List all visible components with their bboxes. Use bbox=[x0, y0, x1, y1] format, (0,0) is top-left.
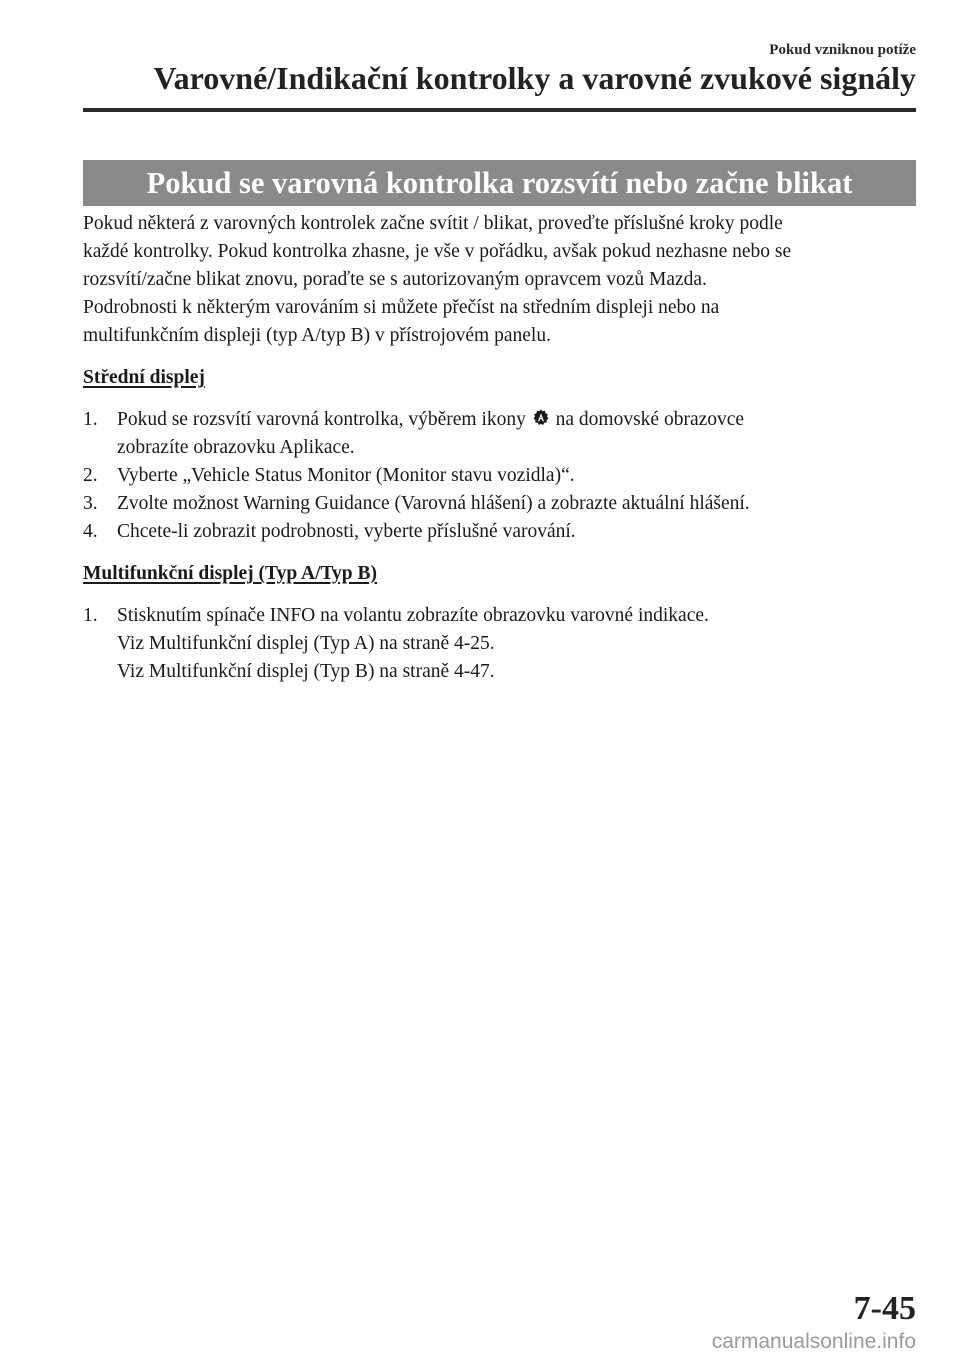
intro-line: Podrobnosti k některým varováním si můžete přečíst na středním displeji nebo na bbox=[83, 297, 720, 318]
step-item bbox=[83, 462, 923, 490]
page-content bbox=[83, 210, 923, 700]
step-line bbox=[117, 406, 923, 434]
step-number: 1. bbox=[83, 605, 98, 626]
running-header-title: Varovné/Indikační kontrolky a varovné zvukové signály bbox=[153, 60, 916, 96]
step-number: 3. bbox=[83, 493, 98, 514]
step-text-after-icon: na domovské obrazovce bbox=[555, 409, 745, 430]
step-number: 2. bbox=[83, 465, 98, 486]
step-number: 1. bbox=[83, 409, 98, 430]
step-item bbox=[83, 602, 923, 686]
cross-reference: Viz Multifunkční displej (Typ B) na straně 4-47. bbox=[117, 661, 495, 682]
step-line: Stisknutím spínače INFO na volantu zobrazíte obrazovku varovné indikace. bbox=[117, 605, 709, 626]
subheading-center-display: Střední displej bbox=[83, 367, 205, 388]
step-text: Chcete-li zobrazit podrobnosti, vyberte příslušné varování. bbox=[117, 521, 576, 542]
intro-line: multifunkčním displeji (typ A/typ B) v přístrojovém panelu. bbox=[83, 325, 551, 346]
step-text bbox=[117, 602, 923, 686]
multi-display-steps bbox=[83, 602, 923, 686]
apps-icon bbox=[533, 407, 549, 424]
step-text-before-icon: Pokud se rozsvítí varovná kontrolka, výběrem ikony bbox=[117, 409, 526, 430]
section-banner: Pokud se varovná kontrolka rozsvítí nebo začne blikat bbox=[83, 160, 916, 206]
watermark: carmanualsonline.info bbox=[711, 1330, 916, 1353]
page-number: 7-45 bbox=[853, 1290, 916, 1327]
step-item bbox=[83, 406, 923, 462]
intro-paragraph bbox=[83, 210, 923, 350]
step-text: Vyberte „Vehicle Status Monitor (Monitor stavu vozidla)“. bbox=[117, 465, 575, 486]
step-text bbox=[117, 406, 923, 462]
step-number: 4. bbox=[83, 521, 98, 542]
intro-line: rozsvítí/začne blikat znovu, poraďte se s autorizovaným opravcem vozů Mazda. bbox=[83, 269, 707, 290]
running-header-section: Pokud vzniknou potíže bbox=[769, 42, 916, 58]
step-item bbox=[83, 518, 923, 546]
header-rule bbox=[83, 108, 916, 112]
intro-line: Pokud některá z varovných kontrolek začne svítit / blikat, proveďte příslušné kroky podle bbox=[83, 213, 783, 234]
center-display-steps bbox=[83, 406, 923, 546]
intro-line: každé kontrolky. Pokud kontrolka zhasne, je vše v pořádku, avšak pokud nezhasne nebo se bbox=[83, 241, 792, 262]
step-item bbox=[83, 490, 923, 518]
step-text: Zvolte možnost Warning Guidance (Varovná hlášení) a zobrazte aktuální hlášení. bbox=[117, 493, 750, 514]
step-line: zobrazíte obrazovku Aplikace. bbox=[117, 437, 355, 458]
cross-reference: Viz Multifunkční displej (Typ A) na straně 4-25. bbox=[117, 633, 495, 654]
subheading-multi-display: Multifunkční displej (Typ A/Typ B) bbox=[83, 563, 378, 584]
